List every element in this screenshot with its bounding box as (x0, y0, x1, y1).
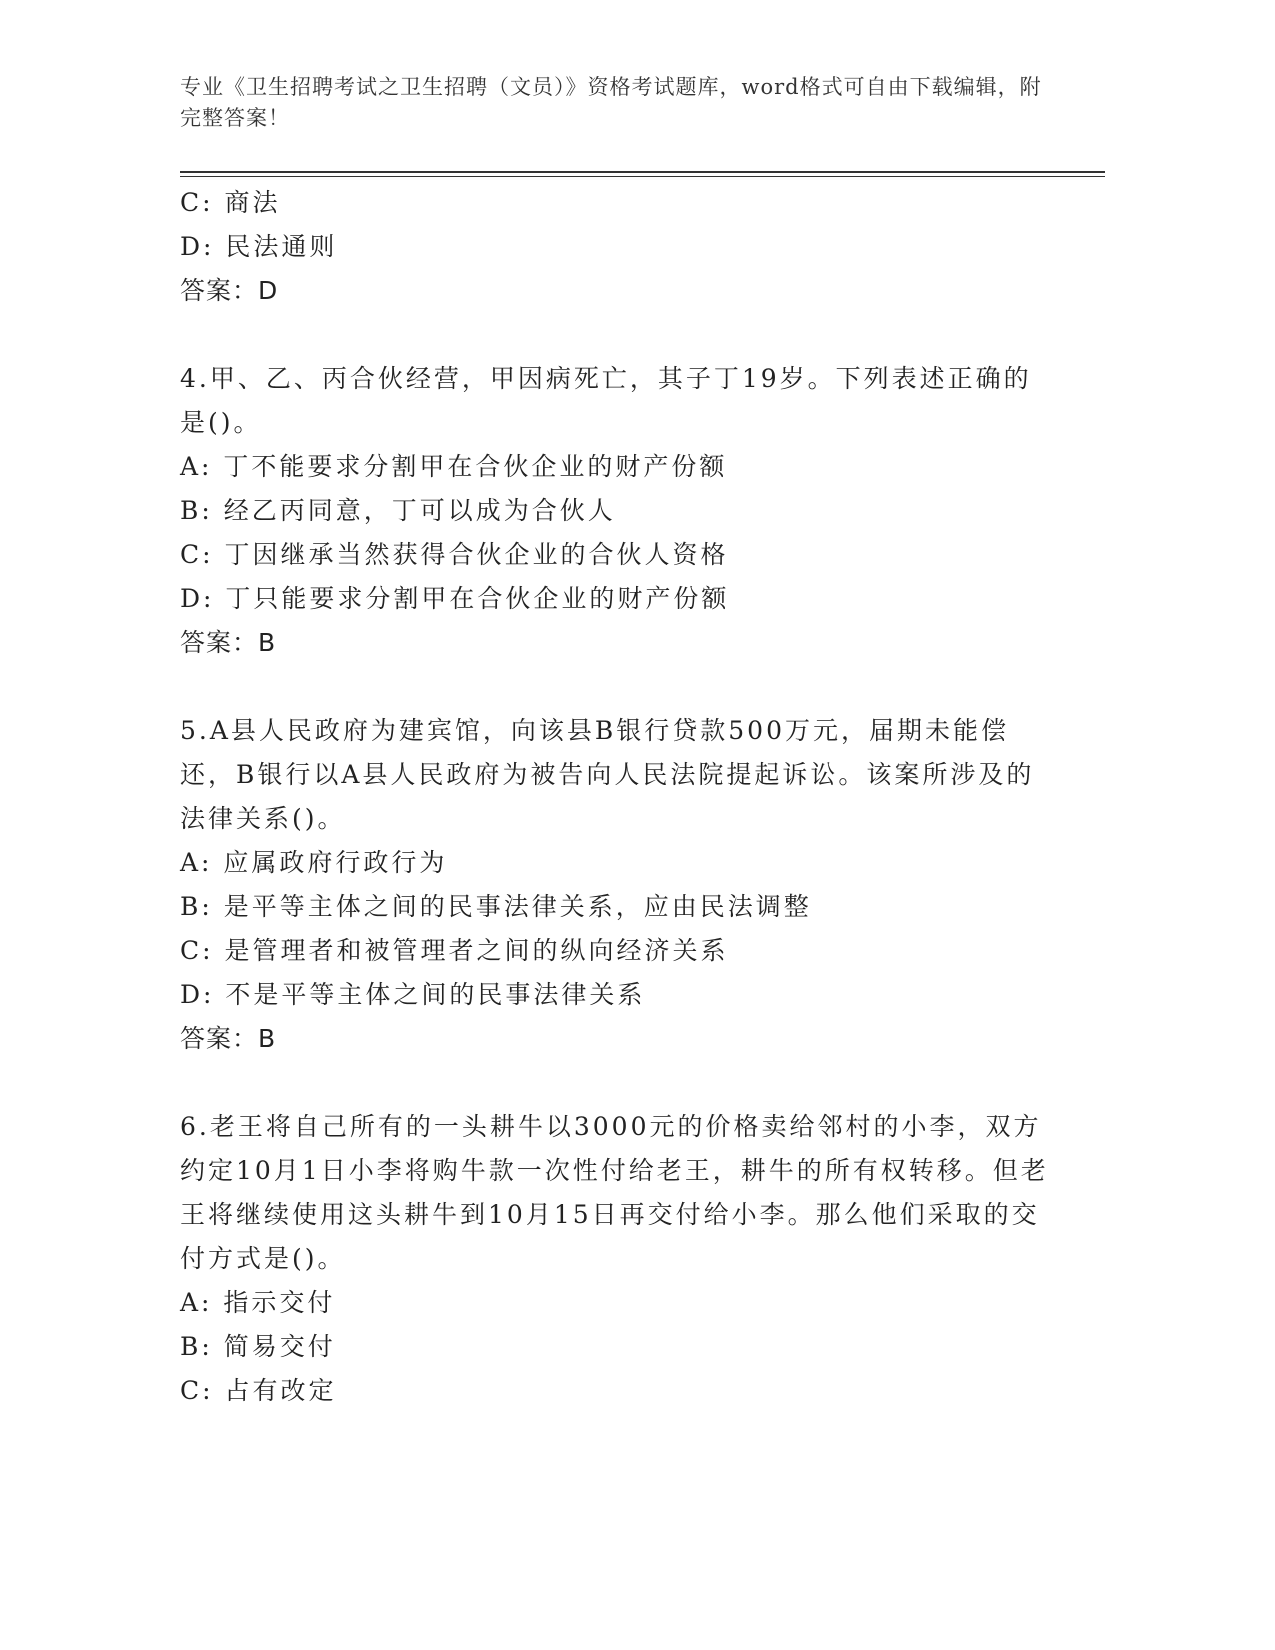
question-list (180, 181, 1050, 1413)
answer-line: 答案：B (180, 628, 277, 657)
answer-line: 答案：D (180, 276, 279, 305)
question-stem: 5.A县人民政府为建宾馆，向该县B银行贷款500万元，届期未能偿还，B银行以A县人民政府为被告向人民法院提起诉讼。该案所涉及的法律关系()。 (180, 716, 1035, 833)
question-block (180, 709, 1050, 1061)
question-block (180, 1105, 1050, 1413)
option-a: A: 指示交付 (180, 1288, 336, 1317)
option-b: B: 是平等主体之间的民事法律关系，应由民法调整 (180, 892, 812, 921)
answer-line: 答案：B (180, 1024, 277, 1053)
spacer (180, 1061, 1050, 1105)
option-c: C: 是管理者和被管理者之间的纵向经济关系 (180, 936, 729, 965)
option-d: D: 民法通则 (180, 232, 338, 261)
question-block (180, 181, 1050, 313)
option-d: D: 丁只能要求分割甲在合伙企业的财产份额 (180, 584, 730, 613)
option-c: C: 商法 (180, 188, 281, 217)
header-divider (180, 171, 1105, 173)
document-header: 专业《卫生招聘考试之卫生招聘（文员）》资格考试题库，word格式可自由下载编辑，附完整答案！ (180, 75, 1042, 130)
option-a: A: 应属政府行政行为 (180, 848, 448, 877)
spacer (180, 665, 1050, 709)
option-a: A: 丁不能要求分割甲在合伙企业的财产份额 (180, 452, 728, 481)
question-block (180, 357, 1050, 665)
header-divider-thin (180, 176, 1105, 177)
option-d: D: 不是平等主体之间的民事法律关系 (180, 980, 646, 1009)
question-stem: 4.甲、乙、丙合伙经营，甲因病死亡，其子丁19岁。下列表述正确的是()。 (180, 364, 1032, 437)
option-b: B: 简易交付 (180, 1332, 336, 1361)
option-c: C: 丁因继承当然获得合伙企业的合伙人资格 (180, 540, 729, 569)
question-stem: 6.老王将自己所有的一头耕牛以3000元的价格卖给邻村的小李，双方约定10月1日小李将购牛款一次性付给老王，耕牛的所有权转移。但老王将继续使用这头耕牛到10月15日再交付给小李。那么他们采取的交付方式是()。 (180, 1112, 1049, 1273)
option-c: C: 占有改定 (180, 1376, 337, 1405)
spacer (180, 313, 1050, 357)
option-b: B: 经乙丙同意，丁可以成为合伙人 (180, 496, 616, 525)
